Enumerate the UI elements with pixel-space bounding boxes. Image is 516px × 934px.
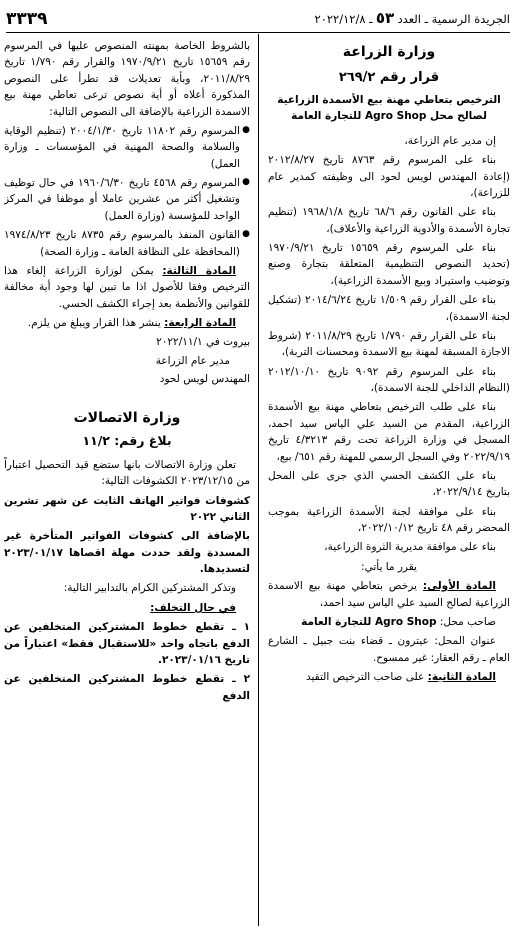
article-2-label: المادة الثانية: <box>427 671 496 684</box>
article-4 <box>4 315 250 331</box>
telecom-para-5: في حال التخلف: <box>150 601 236 614</box>
telecom-para-3: بالإضافة الى كشوفات الفواتير المتأخرة غير المسددة ولقد حددت مهلة اقصاها ٢٠٢٣/٠١/١٧ لتسديدها. <box>4 530 250 576</box>
ministry-2-title: وزارة الاتصالات <box>73 409 181 426</box>
page-header <box>6 6 510 33</box>
recital-10: بناء على موافقة مديرية الثروة الزراعية، <box>324 541 496 554</box>
decree-title-line-2: لصالح محل Agro Shop للتجارة العامة <box>291 110 487 123</box>
recital-4: بناء على القرار رقم ١/٥٠٩ تاريخ ٢٠١٤/٦/٢٤ (تشكيل لجنة الاسمدة)، <box>268 294 510 323</box>
decree-title-line-1: الترخيص بتعاطي مهنة بيع الأسمدة الزراعية <box>277 94 501 107</box>
shop-label: صاحب محل: <box>439 615 496 628</box>
recital-9: بناء على موافقة لجنة الأسمدة الزراعية بموجب المحضر رقم ٤٨ تاريخ ٢٠٢٢/١٠/١٢، <box>268 505 510 535</box>
issue-number: ٥٣ <box>375 9 395 28</box>
bullet-item-1: ● المرسوم رقم ١١٨٠٢ تاريخ ٢٠٠٤/١/٣٠ (تنظيم الوقاية والسلامة والصحة المهنية في المؤسسات ـ وزارة العمل) <box>4 123 250 172</box>
journal-title: الجريدة الرسمية ـ العدد <box>397 12 510 27</box>
left-column <box>4 38 250 926</box>
telecom-para-2: كشوفات فواتير الهاتف الثابت عن شهر تشرين الثاني ٢٠٢٢ <box>4 494 250 523</box>
recital-5: بناء على القرار رقم ١/٧٩٠ تاريخ ٢٠١١/٨/٢٩ (شروط الاجازة المسبقة لمهنة بيع الاسمدة ومحسنات التربة)، <box>268 329 510 359</box>
article-1-text: يرخص بتعاطي مهنة بيع الاسمدة الزراعية لصالح السيد علي الياس سيد احمد، <box>268 580 510 609</box>
notice-number: بلاغ رقم: ١١/٢ <box>82 433 172 449</box>
article-1 <box>268 578 510 611</box>
column-divider <box>258 34 259 926</box>
recital-1: بناء على المرسوم رقم ٨٧٦٣ تاريخ ٢٠١٢/٨/٢٧ (إعادة المهندس لويس لحود الى وظيفته كمدير عام للزراعة)، <box>268 154 510 199</box>
recital-7: بناء على طلب الترخيص بتعاطي مهنة بيع الأسمدة الزراعية، المقدم من السيد علي الياس سيد احمد، المسجل في وزارة الزراعة تحت رقم ٤/٣٢١٣ تاريخ ٢٠٢٢/٩/١٩ وفي السجل الرسمي للمهنة رقم ٦٥١/ بيع، <box>268 401 510 463</box>
recital-8: بناء على الكشف الحسي الذي جرى على المحل بتاريخ ٢٠٢٢/٩/١٤، <box>268 469 510 499</box>
telecom-para-1: تعلن وزارة الاتصالات بانها ستضع قيد التحصيل اعتباراً من ٢٠٢٣/١٢/١٥ الكشوفات التالية: <box>4 458 250 488</box>
telecom-para-4: وتذكر المشتركين الكرام بالتدابير التالية: <box>63 582 236 595</box>
section-separator <box>4 390 250 400</box>
recital-3: بناء على المرسوم رقم ١٥٦٥٩ تاريخ ١٩٧٠/٩/٢١ (تحديد النصوص التنظيمية المتعلقة بتجارة وصنع وتوضيب واستيراد وبيع الأسمدة الزراعية)، <box>268 242 510 287</box>
signature-title: مدير عام الزراعة <box>155 354 230 367</box>
decides-line: يقرر ما يأتي: <box>361 560 417 573</box>
decree-title <box>268 92 510 125</box>
issue-date: ـ ٢٠٢٢/١٢/٨ <box>314 12 373 27</box>
page-number: ٣٣٣٩ <box>6 8 48 29</box>
ministry-title: وزارة الزراعة <box>342 44 436 60</box>
signature-place-date: بيروت في ٢٠٢٢/١١/١ <box>156 336 250 349</box>
article-4-text: ينشر هذا القرار ويبلغ من يلزم. <box>27 317 161 329</box>
recital-6: بناء على المرسوم رقم ٩٠٩٢ تاريخ ٢٠١٢/١٠/١٠ (النظام الداخلي للجنة الاسمدة)، <box>268 365 510 395</box>
signature-name: المهندس لويس لحود <box>159 373 250 386</box>
shop-name: Agro Shop للتجارة العامة <box>301 615 437 628</box>
article-2 <box>268 669 510 685</box>
article-2-text: على صاحب الترخيص التقيد <box>306 671 425 684</box>
article-3-label: المادة الثالثة: <box>162 264 236 277</box>
header-title-group <box>315 7 510 30</box>
right-column <box>268 38 510 926</box>
recital-2: بناء على القانون رقم ٦٨/٦ تاريخ ١٩٦٨/١/٨ (تنظيم تجارة الأسمدة والأدوية الزراعية والأعلاف)، <box>268 206 510 235</box>
article-3 <box>4 263 250 312</box>
telecom-para-6: ١ ـ تقطع خطوط المشتركين المتخلفين عن الدفع باتجاه واحد «للاستقبال فقط» اعتباراً من تاريخ ٢٠٢٣/٠١/١٦. <box>4 621 250 666</box>
telecom-para-7: ٢ ـ تقطع خطوط المشتركين المتخلفين عن الدفع <box>4 673 250 702</box>
article-4-label: المادة الرابعة: <box>164 317 236 329</box>
article-3-text: يمكن لوزارة الزراعة إلغاء هذا الترخيص وفقا للأصول اذا ما تبين لها وجود أية مخالفة للقوانين والأنظمة بعد إجراء الكشف الحسي. <box>4 264 250 310</box>
article-1-label: المادة الأولى: <box>422 580 496 593</box>
decree-number: قرار رقم ٢٦٩/٢ <box>338 69 440 85</box>
shop-address: عنوان المحل: عيترون ـ قضاء بنت جبيل ـ الشارع العام ـ رقم العقار: غير ممسوح. <box>268 635 510 664</box>
shop-line <box>268 614 510 630</box>
article-2-continued: بالشروط الخاصة بمهنته المنصوص عليها في المرسوم رقم ١٥٦٥٩ تاريخ ١٩٧٠/٩/٢١ والقرار رقم ١/٧٩٠ تاريخ ٢٠١١/٨/٢٩، وبأية تعديلات قد تطرأ على النصوص المذكورة أعلاه أو أية نصوص ترعى تعاطي مهنة بيع الاسمدة الزراعية بالإضافة الى النصوص التالية: <box>4 40 250 118</box>
bullet-item-3: ● القانون المنفذ بالمرسوم رقم ٨٧٣٥ تاريخ ١٩٧٤/٨/٢٣ (المحافظة على النظافة العامة ـ وزارة الصحة) <box>4 227 250 260</box>
bullet-item-2: ● المرسوم رقم ٤٥٦٨ تاريخ ١٩٦٠/٦/٣٠ في حال توظيف وتشغيل أكثر من عشرين عاملا أو موظفا في المركز الواحد للمؤسسة (وزارة العمل) <box>4 175 250 224</box>
preamble: إن مدير عام الزراعة، <box>404 134 496 147</box>
